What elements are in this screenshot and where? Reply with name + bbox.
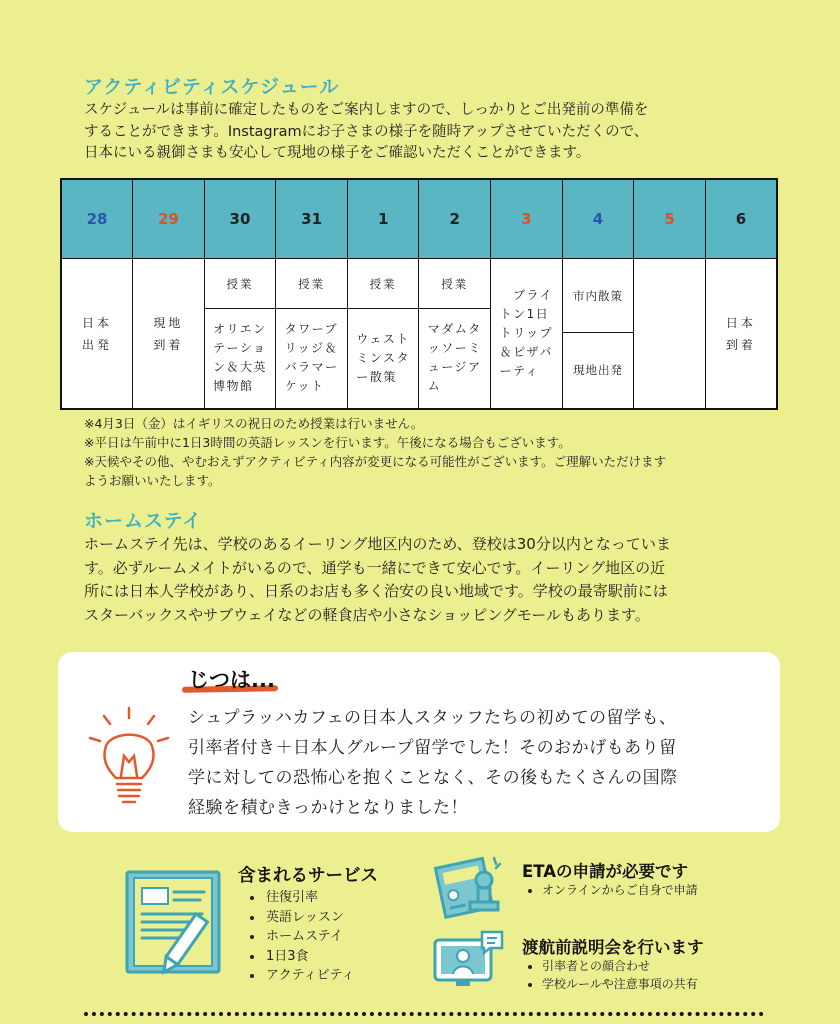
homestay-title: ホームステイ: [84, 510, 203, 532]
schedule-notes: ※4月3日（金）はイギリスの祝日のため授業は行いません。 ※平日は午前中に1日3時間の英語レッスンを行います。午後になる場合もございます。 ※天候やその他、やむおえずアクティビティ内容が変更になる可能性がございます。ご理解いただけます ようお願いいたします。: [84, 416, 667, 488]
list-item: • アクティビティ: [264, 966, 355, 986]
activity-label: ウェスト ミンスタ ー散策: [356, 331, 410, 384]
activity-label: タワーブ リッジ＆ バラマー ケット: [284, 322, 339, 393]
list-item: • オンラインからご自身で申請: [542, 882, 698, 900]
date-cell: 3: [491, 179, 563, 259]
lesson-label: 授業: [205, 260, 276, 309]
callout-text: シュプラッハカフェの日本人スタッフたちの初めての留学も、 引率者付き＋日本人グループ留学でした！そのおかげもあり留 学に対しての恐怖心を抱くことなく、その後もたくさんの国際 経験を積むきっかけとなりました！: [188, 708, 678, 818]
date-cell: 5: [634, 179, 706, 259]
homestay-description: ホームステイ先は、学校のあるイーリング地区内のため、登校は30分以内となっていま す。必ずルームメイトがいるので、通学も一緒にできて安心です。イーリング地区の近 所には日本人学校があり、日系のお店も多く治安の良い地域です。学校の最寄駅前には スターバックスやサブウェイなどの軽食店や小さなショッピングモールもあります。: [84, 535, 671, 624]
list-item: • 引率者との顔合わせ: [542, 958, 698, 976]
date-cell: 28: [61, 179, 133, 259]
dotted-divider: [84, 1012, 764, 1016]
day-cell-5: [634, 259, 706, 410]
date-cell: 30: [204, 179, 276, 259]
lesson-label: 授業: [348, 260, 419, 309]
day-cell-arrival-japan: 日本 到着: [705, 259, 777, 410]
lesson-label: 授業: [419, 260, 490, 309]
day-cell-30: [204, 259, 276, 410]
video-call-icon: [432, 928, 506, 996]
day-cell-4: [562, 259, 634, 410]
schedule-table: [60, 178, 778, 410]
date-cell: 2: [419, 179, 491, 259]
activity-title: アクティビティスケジュール: [84, 76, 340, 98]
briefing-title: 渡航前説明会を行います: [522, 938, 704, 957]
services-title: 含まれるサービス: [238, 866, 378, 886]
local-departure-label: 現地出発: [572, 363, 623, 377]
eta-title: ETAの申請が必要です: [522, 862, 689, 881]
activity-label: オリエン テーショ ン＆大英 博物館: [212, 322, 267, 393]
services-list: [244, 888, 355, 986]
lightbulb-icon: [86, 706, 172, 810]
date-cell: 4: [562, 179, 634, 259]
list-item: • 1日3食: [264, 947, 355, 967]
schedule-activity-row: [61, 259, 777, 410]
eta-list: [524, 882, 698, 900]
callout-heading: じつは...: [188, 668, 275, 692]
day-cell-2: [419, 259, 491, 410]
day-cell-3: ブライ トン1日 トリップ ＆ピザパ ーティ: [491, 259, 563, 410]
activity-label: マダムタ ッソーミ ュージア ム: [427, 322, 482, 393]
list-item: • 英語レッスン: [264, 908, 355, 928]
passport-stamp-icon: [432, 852, 504, 926]
briefing-list: [524, 958, 698, 993]
activity-description: スケジュールは事前に確定したものをご案内しますので、しっかりとご出発前の準備を することができます。Instagramにお子さまの様子を随時アップさせていただくので、 日本にいる親御さまも安心して現地の様子をご確認いただくことができます。: [84, 102, 649, 161]
list-item: • 往復引率: [264, 888, 355, 908]
date-cell: 6: [705, 179, 777, 259]
city-walk-label: 市内散策: [563, 260, 634, 333]
date-cell: 1: [347, 179, 419, 259]
day-cell-1: [347, 259, 419, 410]
list-item: • ホームステイ: [264, 927, 355, 947]
day-cell-arrival: 現地 到着: [133, 259, 205, 410]
document-pencil-icon: [124, 864, 236, 984]
day-cell-departure: 日本 出発: [61, 259, 133, 410]
list-item: • 学校ルールや注意事項の共有: [542, 976, 698, 994]
schedule-date-row: [61, 179, 777, 259]
date-cell: 31: [276, 179, 348, 259]
date-cell: 29: [133, 179, 205, 259]
day-cell-31: [276, 259, 348, 410]
lesson-label: 授業: [276, 260, 347, 309]
